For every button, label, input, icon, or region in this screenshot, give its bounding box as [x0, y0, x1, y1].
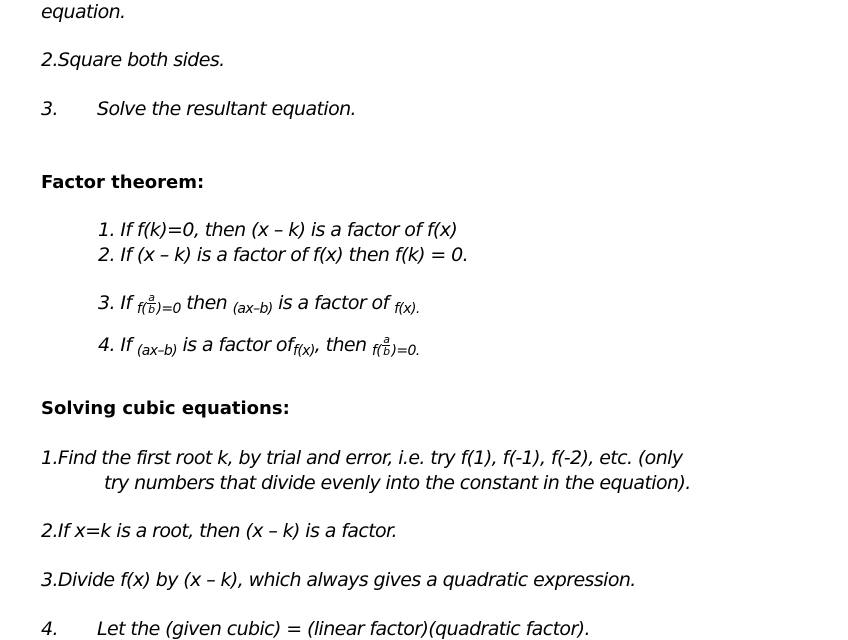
factor-item-2: 2. If (x – k) is a factor of f(x) then f(k) = 0. — [98, 244, 469, 266]
item3-f-open: f( — [136, 301, 147, 317]
item4-then: , then — [314, 334, 367, 356]
factor-item-1: 1. If f(k)=0, then (x – k) is a factor of f(x) — [98, 219, 458, 241]
item4-numerator: a — [383, 333, 390, 346]
step-square-both-sides: 2.Square both sides. — [41, 49, 225, 71]
cubic-step-1-line-1: 1.Find the first root k, by trial and error, i.e. try f(1), f(-1), f(-2), etc. (only — [41, 447, 683, 469]
cubic-step-2: 2.If x=k is a root, then (x – k) is a factor. — [41, 520, 397, 542]
cubic-step-1-line-2: try numbers that divide evenly into the constant in the equation). — [104, 472, 691, 494]
item4-is-factor: is a factor of — [182, 334, 293, 356]
item4-factor: (ax–b) — [136, 343, 177, 359]
cubic-step-3: 3.Divide f(x) by (x – k), which always gives a quadratic expression. — [41, 569, 636, 591]
factor-item-3 — [98, 292, 420, 315]
factor-item-4 — [98, 334, 420, 357]
cubic-step-4-text: Let the (given cubic) = (linear factor)(quadratic factor). — [97, 618, 590, 640]
item3-factor: (ax–b) — [232, 301, 273, 317]
item3-prefix: 3. If — [98, 292, 132, 314]
item3-is-factor: is a factor of — [278, 292, 389, 314]
equation-fragment: equation. — [41, 1, 126, 23]
step-3-number: 3. — [41, 98, 58, 120]
item3-denominator: b — [148, 303, 155, 316]
item3-fx: f(x) — [394, 301, 416, 317]
cubic-step-4-number: 4. — [41, 618, 58, 640]
item3-dot: . — [415, 301, 420, 317]
item3-close: )=0 — [156, 301, 181, 317]
step-solve-resultant: Solve the resultant equation. — [97, 98, 356, 120]
item3-fraction — [147, 292, 155, 315]
item4-denominator: b — [383, 345, 390, 358]
item4-prefix: 4. If — [98, 334, 132, 356]
item3-numerator: a — [148, 291, 155, 304]
item4-fx: f(x) — [292, 343, 315, 359]
item4-close: )=0 — [391, 343, 416, 359]
item4-fraction — [382, 334, 390, 357]
item3-then: then — [186, 292, 228, 314]
item4-dot: . — [415, 343, 420, 359]
factor-theorem-heading: Factor theorem: — [41, 172, 205, 193]
cubic-heading: Solving cubic equations: — [41, 398, 290, 419]
item4-f-open: f( — [371, 343, 382, 359]
